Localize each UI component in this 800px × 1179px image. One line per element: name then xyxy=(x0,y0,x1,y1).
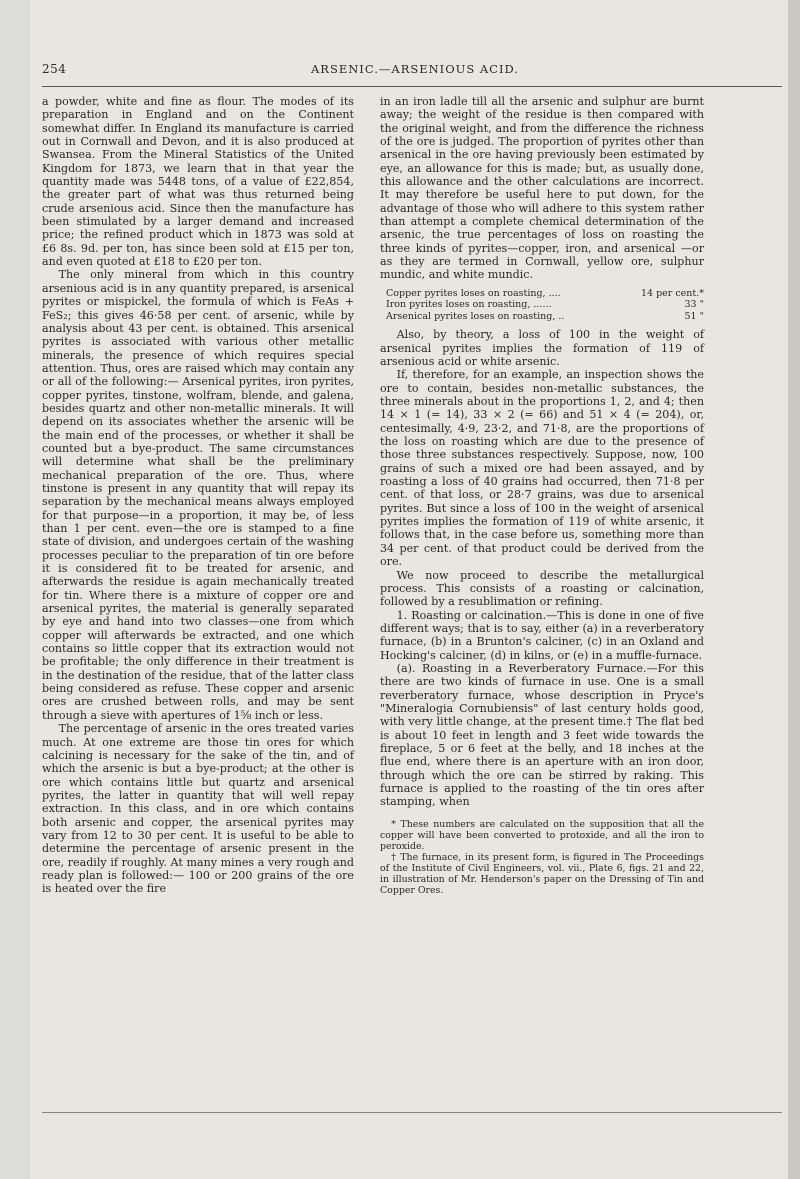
paragraph: (a). Roasting in a Reverberatory Furnace.—For this there are two kinds of furnace in use. One is a small reverberatory furnace, whose description in Pryce's "Mineralogia Cornubiensis" of last century holds good, with very little change, at the present time.† The flat bed is about 10 feet in length and 3 feet wide towards the fireplace, 5 or 6 feet at the belly, and 18 inches at the flue end, where there is an aperture with an iron door, through which the ore can be stirred by raking. This furnace is applied to the roasting of the tin ores after stamping, when xyxy=(380,661,704,809)
row-label: Iron pyrites loses on roasting, ...... xyxy=(386,299,552,311)
paragraph: We now proceed to describe the metallurgical process. This consists of a roasting or calcination, followed by a resublimation or refining. xyxy=(380,568,704,609)
paragraph: The only mineral from which in this country arsenious acid is in any quantity prepared, is arsenical pyrites or mispickel, the formula of which is FeAs + FeS₂; this gives 46·58 per cent. of arsenic, while by analysis about 43 per cent. is obtained. This arsenical pyrites is associated with various other metallic minerals, the presence of which requires special attention. Thus, ores are raised which may contain any or all of the following:— Arsenical pyrites, iron pyrites, copper pyrites, tinstone, wolfram, blende, and galena, besides quartz and other non-metallic minerals. It will depend on its associates whether the arsenic will be the main end of the processes, or whether it shall be counted but a bye-product. The same circumstances will determine what shall be the preliminary mechanical preparation of the ore. Thus, where tinstone is present in any quantity that will repay its separation by the mechanical means always employed for that purpose—in a proportion, it may be, of less than 1 per cent. even—the ore is stamped to a fine state of division, and undergoes certain of the washing processes peculiar to the preparation of tin ore before it is considered fit to be treated for arsenic, and afterwards the residue is again mechanically treated for tin. Where there is a mixture of copper ore and arsenical pyrites, the material is generally separated by eye and hand into two classes—one from which copper will afterwards be extracted, and one which contains so little copper that its extraction would not be profitable; the only difference in their treatment is in the destination of the residue, that of the latter class being considered as refuse. These copper and arsenic ores are crushed between rolls, and may be sent through a sieve with apertures of 1⅝ inch or less. xyxy=(42,268,354,722)
table-row xyxy=(380,299,704,311)
running-head: ARSENIC.—ARSENIOUS ACID. xyxy=(311,62,519,76)
header-rule xyxy=(42,86,782,87)
footnote: † The furnace, in its present form, is figured in The Proceedings of the Institute of Civil Engineers, vol. vii., Plate 6, figs. 21 and 22, in illustration of Mr. Henderson's paper on the Dressing of Tin and Copper Ores. xyxy=(380,851,704,896)
left-column xyxy=(42,95,354,896)
bottom-rule xyxy=(42,1112,782,1113)
table-row xyxy=(380,288,704,300)
paragraph: If, therefore, for an example, an inspection shows the ore to contain, besides non-metallic substances, the three minerals about in the proportions 1, 2, and 4; then 14 × 1 (= 14), 33 × 2 (= 66) and 51 × 4 (= 204), or, centesimally, 4·9, 23·2, and 71·8, are the proportions of the loss on roasting which are due to the presence of those three substances respectively. Suppose, now, 100 grains of such a mixed ore had been assayed, and by roasting a loss of 40 grains had occurred, then 71·8 per cent. of that loss, or 28·7 grains, was due to arsenical pyrites. But since a loss of 100 in the weight of arsenical pyrites implies the formation of 119 of white arsenic, it follows that, in the case before us, something more than 34 per cent. of that product could be derived from the ore. xyxy=(380,368,704,569)
paragraph: The percentage of arsenic in the ores treated varies much. At one extreme are those tin ores for which calcining is necessary for the sake of the tin, and of which the arsenic is but a bye-product; at the other is ore which contains little but quartz and arsenical pyrites, the latter in quantity that will well repay extraction. In this class, and in ore which contains both arsenic and copper, the arsenical pyrites may vary from 12 to 30 per cent. It is useful to be able to determine the percentage of arsenic present in the ore, readily if roughly. At many mines a very rough and ready plan is followed:— 100 or 200 grains of the ore is heated over the fire xyxy=(42,722,354,896)
table-row xyxy=(380,311,704,323)
row-value: 14 per cent.* xyxy=(640,287,704,299)
page-edge xyxy=(788,0,800,1179)
page-header xyxy=(30,62,800,84)
row-label: Arsenical pyrites loses on roasting, .. xyxy=(386,310,565,322)
row-value: 33 " xyxy=(684,299,704,311)
paragraph: 1. Roasting or calcination.—This is done in one of five different ways; that is to say, either (a) in a reverberatory furnace, (b) in a Brunton's calciner, (c) in an Oxland and Hocking's calciner, (d) in kilns, or (e) in a muffle-furnace. xyxy=(380,608,704,662)
footnotes xyxy=(380,819,704,896)
row-value: 51 " xyxy=(684,310,704,322)
page-number: 254 xyxy=(42,62,67,76)
paragraph: in an iron ladle till all the arsenic and sulphur are burnt away; the weight of the residue is then compared with the original weight, and from the difference the richness of the ore is judged. The proportion of pyrites other than arsenical in the ore having previously been estimated by eye, an allowance for this is made; but, as usually done, this allowance and the other calculations are incorrect. It may therefore be useful here to put down, for the advantage of those who will adhere to this system rather than attempt a complete chemical determination of the arsenic, the true percentages of loss on roasting the three kinds of pyrites—copper, iron, and arsenical —or as they are termed in Cornwall, yellow ore, sulphur mundic, and white mundic. xyxy=(380,95,704,282)
right-column xyxy=(380,95,704,896)
roasting-loss-table xyxy=(380,288,704,323)
paragraph: a powder, white and fine as flour. The modes of its preparation in England and on the Continent somewhat differ. In England its manufacture is carried out in Cornwall and Devon, and it is also produced at Swansea. From the Mineral Statistics of the United Kingdom for 1873, we learn that in that year the quantity made was 5448 tons, of a value of £22,854, the greater part of what was thus returned being crude arsenious acid. Since then the manufacture has been stimulated by a larger demand and increased price; the refined product which in 1873 was sold at £6 8s. 9d. per ton, has since been sold at £15 per ton, and even quoted at £18 to £20 per ton. xyxy=(42,95,354,269)
paragraph: Also, by theory, a loss of 100 in the weight of arsenical pyrites implies the formation of 119 of arsenious acid or white arsenic. xyxy=(380,328,704,368)
footnote: * These numbers are calculated on the supposition that all the copper will have been converted to protoxide, and all the iron to peroxide. xyxy=(380,818,704,852)
row-label: Copper pyrites loses on roasting, .... xyxy=(386,287,561,299)
book-page xyxy=(30,0,800,1179)
